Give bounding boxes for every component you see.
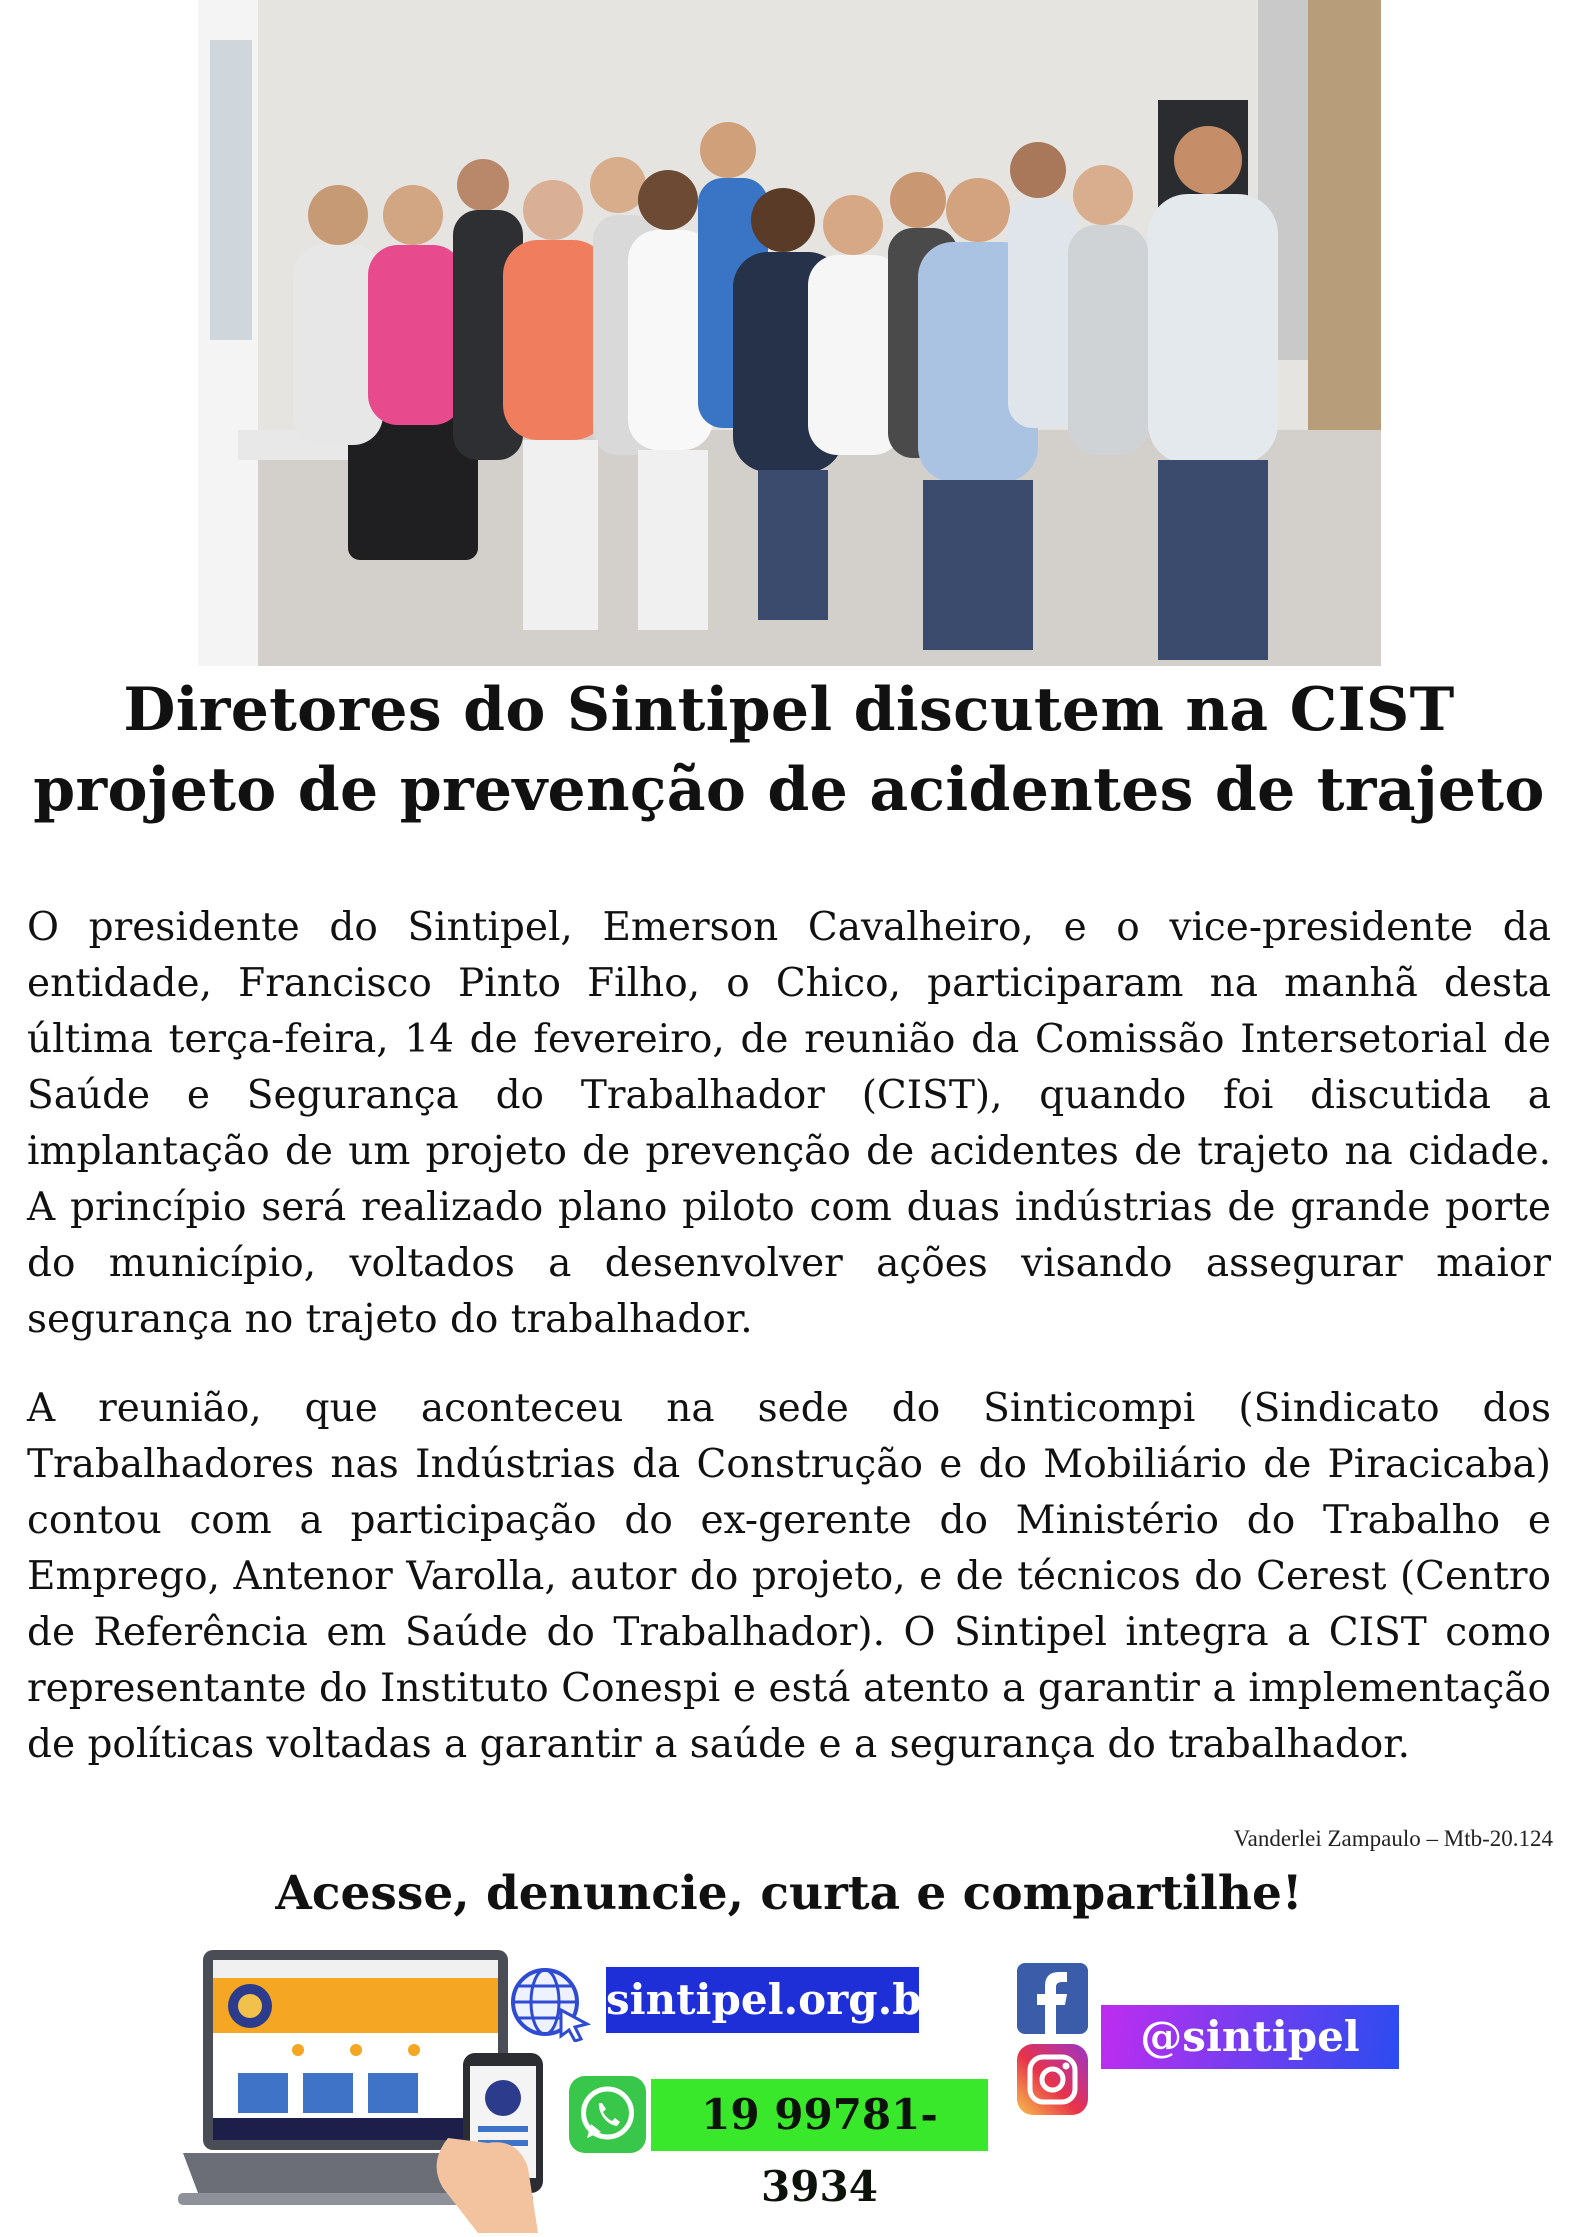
whatsapp-number[interactable]: 19 99781-3934 — [651, 2079, 988, 2151]
instagram-icon[interactable] — [1017, 2044, 1088, 2115]
group-photo — [198, 0, 1381, 666]
whatsapp-icon — [569, 2076, 646, 2153]
globe-icon — [509, 1966, 593, 2042]
article-paragraph-2: A reunião, que aconteceu na sede do Sinticompi (Sindicato dos Trabalhadores nas Indústrias da Construção e do Mobiliário de Piracicaba) contou com a participação do ex-gerente do Ministério do Trabalho e Emprego, Antenor Varolla, autor do projeto, e de técnicos do Cerest (Centro de Referência em Saúde do Trabalhador). O Sintipel integra a CIST como representante do Instituto Conespi e está atento a garantir a implementação de políticas voltadas a garantir a saúde e a segurança do trabalhador. — [27, 1386, 1551, 1767]
social-handle[interactable]: @sintipel — [1101, 2005, 1399, 2069]
call-to-action: Acesse, denuncie, curta e compartilhe! — [275, 1866, 1303, 1921]
headline-line-2: projeto de prevenção de acidentes de trajeto — [33, 755, 1545, 825]
website-link[interactable]: sintipel.org.br — [606, 1967, 919, 2033]
author-credit: Vanderlei Zampaulo – Mtb-20.124 — [1233, 1826, 1553, 1851]
facebook-icon[interactable] — [1017, 1963, 1088, 2034]
headline-line-1: Diretores do Sintipel discutem na CIST — [123, 675, 1455, 745]
article-headline — [0, 670, 1578, 830]
article-paragraph-1: O presidente do Sintipel, Emerson Cavalheiro, e o vice-presidente da entidade, Francisco Pinto Filho, o Chico, participaram na manhã desta última terça-feira, 14 de fevereiro, de reunião da Comissão Intersetorial de Saúde e Segurança do Trabalhador (CIST), quando foi discutida a implantação de um projeto de prevenção de acidentes de trajeto na cidade. A princípio será realizado plano piloto com duas indústrias de grande porte do município, voltados a desenvolver ações visando assegurar maior segurança no trajeto do trabalhador. — [27, 905, 1551, 1342]
